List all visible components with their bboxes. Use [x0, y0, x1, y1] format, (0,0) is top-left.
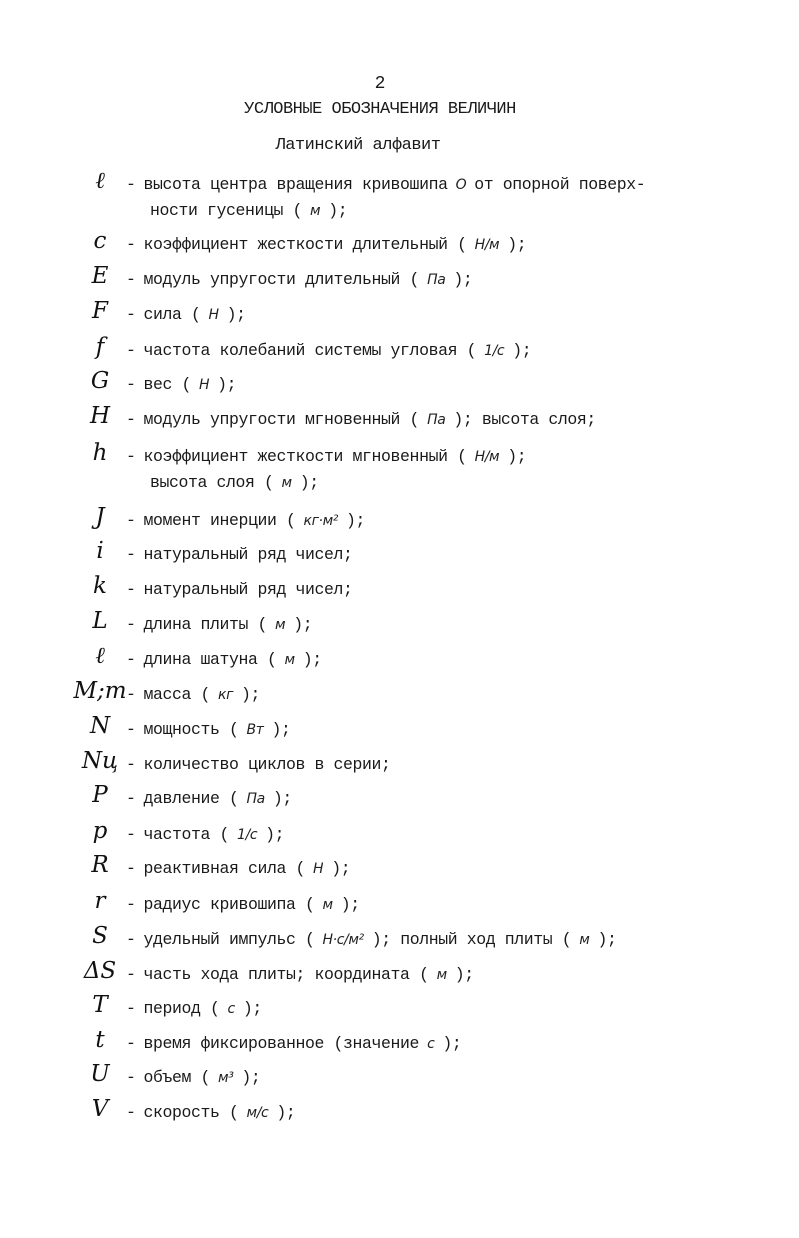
symbol-description: - время фиксированное (значение с ); [126, 1034, 462, 1053]
symbol-description: - модуль упругости мгновенный ( Па ); высота слоя; [126, 410, 596, 429]
unit-symbol: Н [313, 861, 324, 877]
description-text: высота слоя ( [150, 473, 274, 492]
description-text: от опорной поверх- [474, 175, 646, 194]
symbol: J [95, 504, 105, 530]
unit-symbol: Н [208, 307, 219, 323]
symbol-description: - вес ( Н ); [126, 375, 237, 394]
unit-symbol: м/с [246, 1105, 269, 1121]
description-text: ); полный ход плиты ( [371, 930, 572, 949]
description-text: ); [241, 685, 261, 704]
unit-symbol: Н·с/м² [322, 932, 364, 948]
description-text: часть хода плиты; координата ( [143, 965, 429, 984]
symbol: t [95, 1027, 105, 1053]
symbol: i [96, 538, 104, 564]
symbol-description: - натуральный ряд чисел; [126, 545, 353, 564]
symbol: P [92, 782, 108, 808]
symbol-description: - частота колебаний системы угловая ( 1/с ); [126, 341, 532, 360]
description-text: ); [340, 895, 360, 914]
unit-symbol: Н/м [474, 237, 500, 253]
symbol-description: - масса ( кг ); [126, 685, 261, 704]
symbol: V [91, 1096, 109, 1122]
description-text: длина плиты ( [143, 615, 268, 634]
description-text: момент инерции ( [143, 511, 296, 530]
symbol: Nц [81, 748, 119, 774]
description-text: ); [276, 1103, 296, 1122]
description-text: коэффициент жесткости длительный ( [143, 235, 467, 254]
symbol-description: - модуль упругости длительный ( Па ); [126, 270, 473, 289]
symbol-entry [0, 606, 799, 640]
unit-symbol: м³ [218, 1070, 234, 1086]
symbol: M;m [73, 678, 127, 704]
symbol-entry [0, 990, 799, 1024]
unit-symbol: кг·м² [303, 513, 338, 529]
unit-symbol: Н [199, 377, 210, 393]
description-text: ); [331, 859, 351, 878]
symbol: G [90, 368, 110, 394]
description-text: ); [454, 965, 474, 984]
unit-symbol: 1/с [237, 827, 258, 843]
description-text: ); [271, 720, 291, 739]
symbol-entry [0, 438, 799, 492]
symbol: H [89, 403, 111, 429]
symbol-description: - высота центра вращения кривошипа O от опорной поверх- ности гусеницы ( м ); [126, 172, 766, 224]
description-text: модуль упругости длительный ( [143, 270, 420, 289]
symbol-entry [0, 641, 799, 675]
symbol: p [92, 818, 108, 844]
symbol-entry [0, 780, 799, 814]
symbol: N [89, 713, 111, 739]
symbol-entry [0, 261, 799, 295]
unit-symbol: Па [427, 272, 446, 288]
description-text: ); [453, 270, 473, 289]
unit-symbol: м [322, 897, 333, 913]
description-text: ); [512, 341, 532, 360]
unit-symbol: м [281, 475, 292, 491]
symbol-description: - период ( с ); [126, 999, 262, 1018]
description-text: время фиксированное (значение [143, 1034, 420, 1053]
unit-symbol: Па [427, 412, 446, 428]
symbol-entry [0, 1059, 799, 1093]
symbol-entry [0, 921, 799, 955]
symbol-entry [0, 1094, 799, 1128]
description-text: вес ( [143, 375, 192, 394]
symbol-description: - натуральный ряд чисел; [126, 580, 353, 599]
description-text: коэффициент жесткости мгновенный ( [143, 447, 467, 466]
symbol-entry [0, 956, 799, 990]
unit-symbol: Па [246, 791, 265, 807]
description-text: ); [507, 235, 527, 254]
description-text: радиус кривошипа ( [143, 895, 315, 914]
description-text: ); [345, 511, 365, 530]
symbol-description: - давление ( Па ); [126, 789, 292, 808]
description-text: ); [217, 375, 237, 394]
description-text: масса ( [143, 685, 211, 704]
unit-symbol: 1/с [484, 343, 505, 359]
symbol: S [92, 923, 108, 949]
symbol-description: - частота ( 1/с ); [126, 825, 285, 844]
symbol: U [90, 1061, 110, 1087]
symbol: T [92, 992, 108, 1018]
description-text: объем ( [143, 1068, 211, 1087]
symbol-entry [0, 711, 799, 745]
symbol-entry [0, 366, 799, 400]
description-text: ности гусеницы ( [150, 201, 303, 220]
unit-symbol: м [310, 203, 321, 219]
description-continuation [126, 470, 766, 496]
description-text: модуль упругости мгновенный ( [143, 410, 420, 429]
symbol: ℓ [95, 168, 105, 194]
symbol-entry [0, 1025, 799, 1059]
description-text: период ( [143, 999, 220, 1018]
description-text: ); [272, 789, 292, 808]
symbol-entry [0, 886, 799, 920]
description-text: скорость ( [143, 1103, 239, 1122]
symbol: ℓ [95, 643, 105, 669]
symbol-entry [0, 746, 799, 780]
symbol: f [95, 334, 105, 360]
symbol-description: - мощность ( Вт ); [126, 720, 291, 739]
section-subtitle: Латинский алфавит [275, 136, 441, 155]
symbol-description: - сила ( Н ); [126, 305, 246, 324]
description-text: ); [242, 999, 262, 1018]
page-number: 2 [374, 74, 386, 94]
description-text: натуральный ряд чисел; [143, 545, 353, 564]
symbol-entry [0, 226, 799, 260]
symbol-entry [0, 401, 799, 435]
description-continuation [126, 198, 766, 224]
description-text: ); [507, 447, 527, 466]
description-text: удельный импульс ( [143, 930, 315, 949]
description-text: натуральный ряд чисел; [143, 580, 353, 599]
symbol-entry [0, 502, 799, 536]
symbol-entry [0, 332, 799, 366]
description-text: длина шатуна ( [143, 650, 277, 669]
symbol-description: - часть хода плиты; координата ( м ); [126, 965, 474, 984]
description-text: ); [226, 305, 246, 324]
symbol-entry [0, 536, 799, 570]
description-text: ); высота слоя; [453, 410, 596, 429]
description-text: ); [265, 825, 285, 844]
symbol-entry [0, 296, 799, 330]
unit-symbol: Вт [246, 722, 264, 738]
page-title: УСЛОВНЫЕ ОБОЗНАЧЕНИЯ ВЕЛИЧИН [244, 100, 516, 119]
unit-symbol: м [579, 932, 590, 948]
symbol: F [92, 298, 108, 324]
symbol-description: - скорость ( м/с ); [126, 1103, 296, 1122]
symbol-entry [0, 850, 799, 884]
symbol-entry [0, 571, 799, 605]
description-text: высота центра вращения кривошипа [143, 175, 448, 194]
description-text: давление ( [143, 789, 239, 808]
unit-symbol: м [284, 652, 295, 668]
symbol-description: - длина шатуна ( м ); [126, 650, 322, 669]
symbol-entry [0, 676, 799, 710]
description-text: частота колебаний системы угловая ( [143, 341, 477, 360]
symbol: c [93, 228, 107, 254]
description-text: ); [328, 201, 348, 220]
description-text: количество циклов в серии; [143, 755, 391, 774]
unit-symbol: с [227, 1001, 235, 1017]
unit-symbol: с [427, 1036, 435, 1052]
symbol-entry [0, 166, 799, 220]
symbol: E [91, 263, 109, 289]
description-text: ); [293, 615, 313, 634]
description-text: ); [302, 650, 322, 669]
description-text: частота ( [143, 825, 230, 844]
symbol-description: - объем ( м³ ); [126, 1068, 261, 1087]
symbol: L [92, 608, 108, 634]
description-text: ); [442, 1034, 462, 1053]
symbol-description: - удельный импульс ( Н·с/м² ); полный ход плиты ( м ); [126, 930, 617, 949]
symbol-description: - коэффициент жесткости длительный ( Н/м ); [126, 235, 527, 254]
symbol: h [92, 440, 108, 466]
description-text: ); [299, 473, 319, 492]
description-text: сила ( [143, 305, 201, 324]
symbol: r [94, 888, 106, 914]
unit-symbol: кг [218, 687, 234, 703]
description-text: ); [597, 930, 617, 949]
symbol-description: - коэффициент жесткости мгновенный ( Н/м ); высота слоя ( м ); [126, 444, 766, 496]
symbol-description: - реактивная сила ( Н ); [126, 859, 351, 878]
symbol-description: - количество циклов в серии; [126, 755, 391, 774]
symbol-entry [0, 816, 799, 850]
symbol-description: - момент инерции ( кг·м² ); [126, 511, 365, 530]
unit-symbol: O [455, 177, 467, 193]
symbol: k [93, 573, 107, 599]
unit-symbol: м [275, 617, 286, 633]
description-text: реактивная сила ( [143, 859, 306, 878]
description-text: мощность ( [143, 720, 239, 739]
description-text: ); [241, 1068, 261, 1087]
symbol-description: - длина плиты ( м ); [126, 615, 313, 634]
symbol: ΔS [83, 958, 117, 984]
unit-symbol: Н/м [474, 449, 500, 465]
symbol-description: - радиус кривошипа ( м ); [126, 895, 360, 914]
unit-symbol: м [436, 967, 447, 983]
symbol: R [91, 852, 109, 878]
